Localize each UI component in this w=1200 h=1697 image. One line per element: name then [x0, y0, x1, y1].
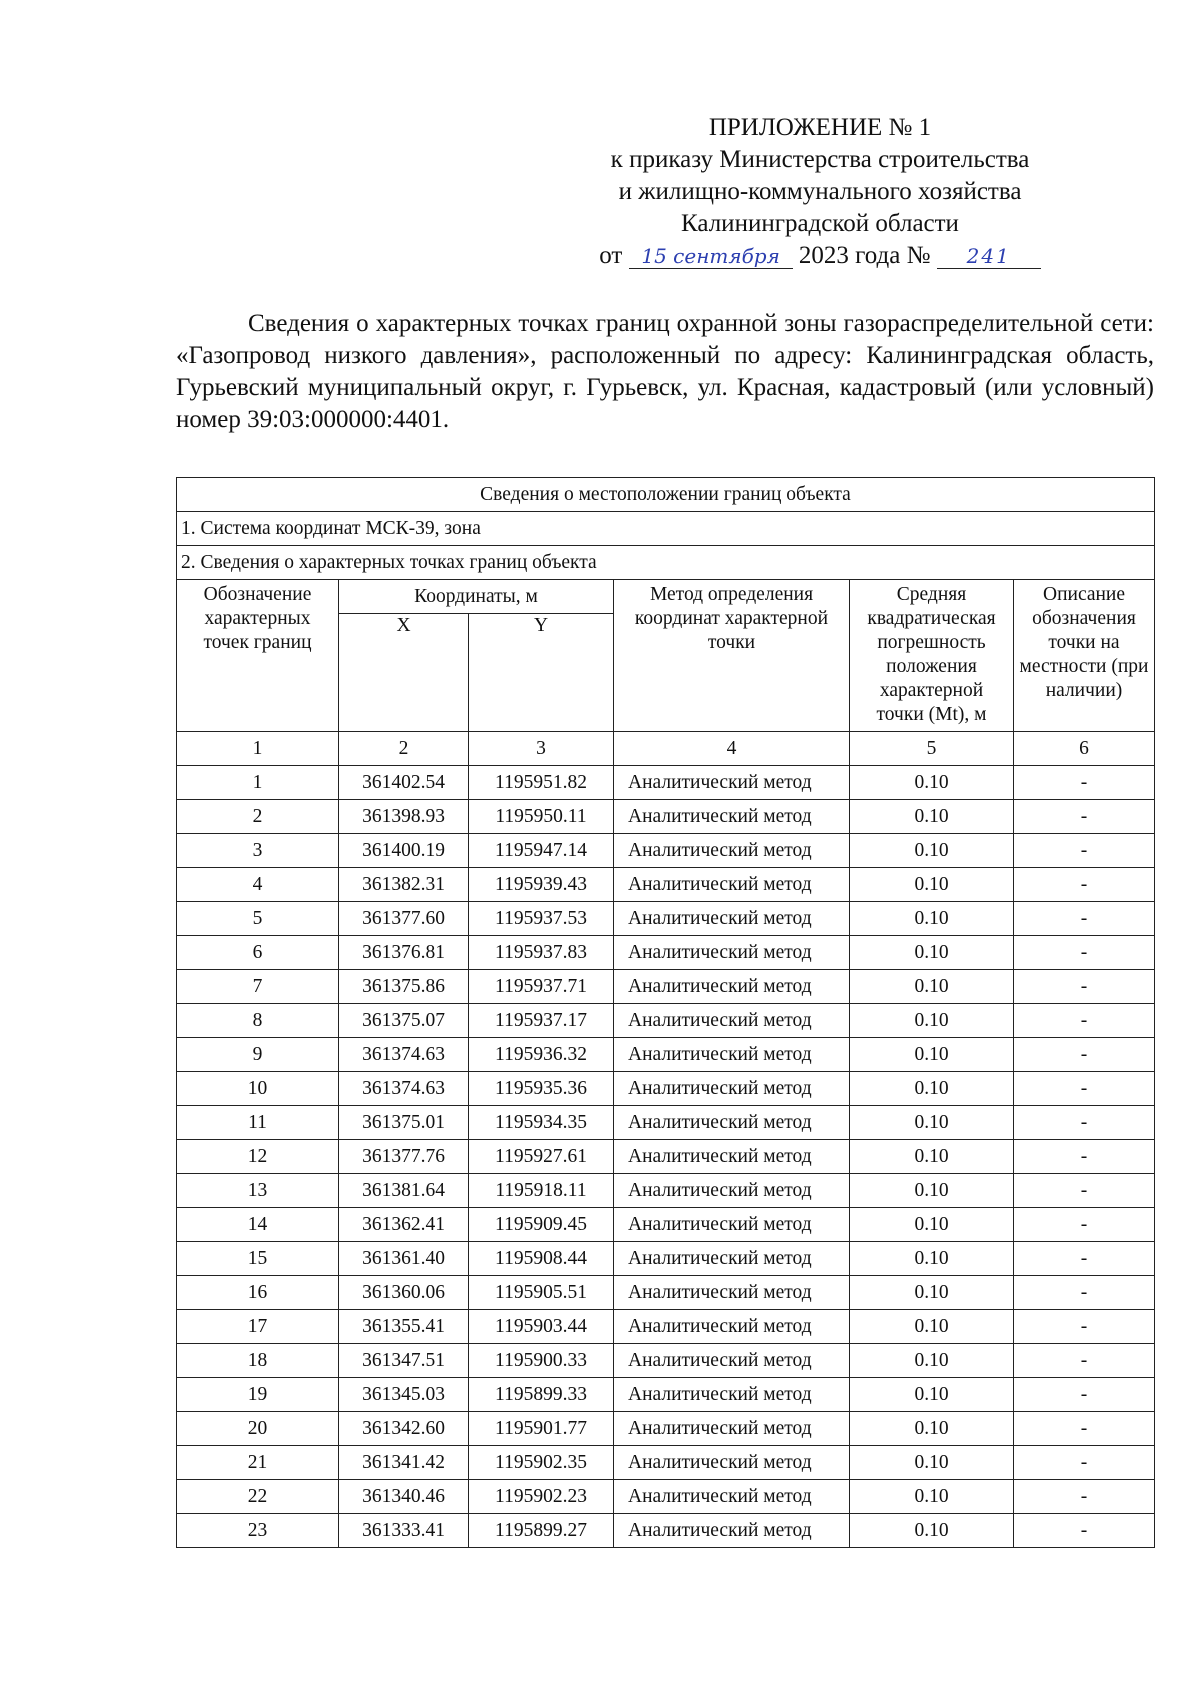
x-coordinate-cell: 361362.41	[339, 1208, 469, 1242]
appendix-header	[560, 112, 1080, 272]
table-row	[177, 902, 1155, 936]
method-cell: Аналитический метод	[614, 1378, 850, 1412]
error-cell: 0.10	[850, 1242, 1014, 1276]
header-point-designation: Обозначение характерных точек границ	[177, 580, 339, 732]
method-cell: Аналитический метод	[614, 1276, 850, 1310]
method-cell: Аналитический метод	[614, 1072, 850, 1106]
error-cell: 0.10	[850, 902, 1014, 936]
error-cell: 0.10	[850, 834, 1014, 868]
point-number-cell: 4	[177, 868, 339, 902]
method-cell: Аналитический метод	[614, 1174, 850, 1208]
handwritten-date: 15 сентября	[629, 244, 793, 269]
point-number-cell: 3	[177, 834, 339, 868]
y-coordinate-cell: 1195934.35	[469, 1106, 614, 1140]
table-row	[177, 868, 1155, 902]
description-cell: -	[1014, 1140, 1155, 1174]
table-row	[177, 936, 1155, 970]
y-coordinate-cell: 1195909.45	[469, 1208, 614, 1242]
description-cell: -	[1014, 1310, 1155, 1344]
order-prefix: от	[599, 242, 623, 269]
x-coordinate-cell: 361375.01	[339, 1106, 469, 1140]
table-row	[177, 1072, 1155, 1106]
x-coordinate-cell: 361381.64	[339, 1174, 469, 1208]
column-number-row	[177, 732, 1155, 766]
method-cell: Аналитический метод	[614, 800, 850, 834]
error-cell: 0.10	[850, 868, 1014, 902]
description-cell: -	[1014, 1038, 1155, 1072]
point-number-cell: 20	[177, 1412, 339, 1446]
description-cell: -	[1014, 1412, 1155, 1446]
method-cell: Аналитический метод	[614, 766, 850, 800]
description-cell: -	[1014, 1446, 1155, 1480]
header-y: Y	[469, 614, 614, 732]
point-number-cell: 10	[177, 1072, 339, 1106]
error-cell: 0.10	[850, 1412, 1014, 1446]
y-coordinate-cell: 1195899.33	[469, 1378, 614, 1412]
ministry-line: и жилищно-коммунального хозяйства	[618, 178, 1022, 205]
table-row	[177, 1480, 1155, 1514]
x-coordinate-cell: 361345.03	[339, 1378, 469, 1412]
region-line: Калининградской области	[681, 210, 959, 237]
point-number-cell: 5	[177, 902, 339, 936]
column-number: 6	[1014, 732, 1155, 766]
table-row	[177, 1174, 1155, 1208]
point-number-cell: 1	[177, 766, 339, 800]
section-heading: 2. Сведения о характерных точках границ объекта	[177, 546, 1155, 580]
method-cell: Аналитический метод	[614, 1242, 850, 1276]
x-coordinate-cell: 361375.07	[339, 1004, 469, 1038]
handwritten-order-number: 241	[937, 244, 1041, 269]
point-number-cell: 22	[177, 1480, 339, 1514]
y-coordinate-cell: 1195947.14	[469, 834, 614, 868]
error-cell: 0.10	[850, 1310, 1014, 1344]
point-number-cell: 2	[177, 800, 339, 834]
description-cell: -	[1014, 1106, 1155, 1140]
error-cell: 0.10	[850, 1208, 1014, 1242]
method-cell: Аналитический метод	[614, 1310, 850, 1344]
error-cell: 0.10	[850, 1004, 1014, 1038]
x-coordinate-cell: 361355.41	[339, 1310, 469, 1344]
y-coordinate-cell: 1195937.53	[469, 902, 614, 936]
description-cell: -	[1014, 1514, 1155, 1548]
method-cell: Аналитический метод	[614, 902, 850, 936]
table-title-row	[177, 478, 1155, 512]
header-method: Метод определения координат характерной точки	[614, 580, 850, 732]
point-number-cell: 11	[177, 1106, 339, 1140]
x-coordinate-cell: 361377.60	[339, 902, 469, 936]
table-row	[177, 834, 1155, 868]
point-number-cell: 6	[177, 936, 339, 970]
description-cell: -	[1014, 800, 1155, 834]
table-row	[177, 1106, 1155, 1140]
error-cell: 0.10	[850, 800, 1014, 834]
coordinate-system-row	[177, 512, 1155, 546]
error-cell: 0.10	[850, 1480, 1014, 1514]
point-number-cell: 19	[177, 1378, 339, 1412]
x-coordinate-cell: 361347.51	[339, 1344, 469, 1378]
y-coordinate-cell: 1195936.32	[469, 1038, 614, 1072]
y-coordinate-cell: 1195951.82	[469, 766, 614, 800]
column-header-row	[177, 580, 1155, 614]
table-row	[177, 766, 1155, 800]
x-coordinate-cell: 361374.63	[339, 1038, 469, 1072]
y-coordinate-cell: 1195901.77	[469, 1412, 614, 1446]
table-row	[177, 970, 1155, 1004]
method-cell: Аналитический метод	[614, 1140, 850, 1174]
table-row	[177, 1514, 1155, 1548]
x-coordinate-cell: 361341.42	[339, 1446, 469, 1480]
description-cell: -	[1014, 766, 1155, 800]
point-number-cell: 17	[177, 1310, 339, 1344]
table-row	[177, 1208, 1155, 1242]
header-point-description: Описание обозначения точки на местности (при наличии)	[1014, 580, 1155, 732]
description-cell: -	[1014, 1208, 1155, 1242]
method-cell: Аналитический метод	[614, 868, 850, 902]
description-cell: -	[1014, 1174, 1155, 1208]
point-number-cell: 9	[177, 1038, 339, 1072]
method-cell: Аналитический метод	[614, 1412, 850, 1446]
error-cell: 0.10	[850, 1174, 1014, 1208]
x-coordinate-cell: 361400.19	[339, 834, 469, 868]
error-cell: 0.10	[850, 1446, 1014, 1480]
method-cell: Аналитический метод	[614, 1480, 850, 1514]
description-cell: -	[1014, 1276, 1155, 1310]
point-number-cell: 13	[177, 1174, 339, 1208]
error-cell: 0.10	[850, 766, 1014, 800]
table-row	[177, 1038, 1155, 1072]
table-row	[177, 1446, 1155, 1480]
method-cell: Аналитический метод	[614, 970, 850, 1004]
x-coordinate-cell: 361360.06	[339, 1276, 469, 1310]
section-heading-row	[177, 546, 1155, 580]
point-number-cell: 15	[177, 1242, 339, 1276]
header-coordinates: Координаты, м	[339, 580, 614, 614]
x-coordinate-cell: 361375.86	[339, 970, 469, 1004]
table-row	[177, 1310, 1155, 1344]
table-row	[177, 1242, 1155, 1276]
y-coordinate-cell: 1195908.44	[469, 1242, 614, 1276]
error-cell: 0.10	[850, 1106, 1014, 1140]
error-cell: 0.10	[850, 1140, 1014, 1174]
y-coordinate-cell: 1195902.23	[469, 1480, 614, 1514]
point-number-cell: 8	[177, 1004, 339, 1038]
x-coordinate-cell: 361342.60	[339, 1412, 469, 1446]
table-title: Сведения о местоположении границ объекта	[177, 478, 1155, 512]
description-cell: -	[1014, 936, 1155, 970]
x-coordinate-cell: 361377.76	[339, 1140, 469, 1174]
x-coordinate-cell: 361382.31	[339, 868, 469, 902]
y-coordinate-cell: 1195899.27	[469, 1514, 614, 1548]
x-coordinate-cell: 361398.93	[339, 800, 469, 834]
description-cell: -	[1014, 1344, 1155, 1378]
intro-paragraph-block	[176, 308, 1154, 436]
y-coordinate-cell: 1195918.11	[469, 1174, 614, 1208]
method-cell: Аналитический метод	[614, 1004, 850, 1038]
column-number: 3	[469, 732, 614, 766]
column-number: 4	[614, 732, 850, 766]
error-cell: 0.10	[850, 1276, 1014, 1310]
description-cell: -	[1014, 1242, 1155, 1276]
y-coordinate-cell: 1195902.35	[469, 1446, 614, 1480]
point-number-cell: 23	[177, 1514, 339, 1548]
table-row	[177, 1140, 1155, 1174]
order-date-number-line	[560, 240, 1080, 272]
point-number-cell: 12	[177, 1140, 339, 1174]
error-cell: 0.10	[850, 1344, 1014, 1378]
y-coordinate-cell: 1195903.44	[469, 1310, 614, 1344]
point-number-cell: 21	[177, 1446, 339, 1480]
method-cell: Аналитический метод	[614, 1208, 850, 1242]
y-coordinate-cell: 1195937.83	[469, 936, 614, 970]
x-coordinate-cell: 361374.63	[339, 1072, 469, 1106]
method-cell: Аналитический метод	[614, 1038, 850, 1072]
y-coordinate-cell: 1195900.33	[469, 1344, 614, 1378]
description-cell: -	[1014, 1378, 1155, 1412]
x-coordinate-cell: 361361.40	[339, 1242, 469, 1276]
y-coordinate-cell: 1195950.11	[469, 800, 614, 834]
y-coordinate-cell: 1195937.17	[469, 1004, 614, 1038]
error-cell: 0.10	[850, 970, 1014, 1004]
description-cell: -	[1014, 1480, 1155, 1514]
column-number: 2	[339, 732, 469, 766]
method-cell: Аналитический метод	[614, 1514, 850, 1548]
point-number-cell: 14	[177, 1208, 339, 1242]
coordinate-system-label: 1. Система координат МСК-39, зона	[177, 512, 1155, 546]
error-cell: 0.10	[850, 1072, 1014, 1106]
description-cell: -	[1014, 868, 1155, 902]
method-cell: Аналитический метод	[614, 834, 850, 868]
header-x: X	[339, 614, 469, 732]
x-coordinate-cell: 361333.41	[339, 1514, 469, 1548]
x-coordinate-cell: 361340.46	[339, 1480, 469, 1514]
method-cell: Аналитический метод	[614, 936, 850, 970]
table-row	[177, 1004, 1155, 1038]
table-row	[177, 1276, 1155, 1310]
order-year-label: 2023 года №	[798, 242, 931, 269]
point-number-cell: 7	[177, 970, 339, 1004]
appendix-title: ПРИЛОЖЕНИЕ № 1	[708, 114, 932, 141]
description-cell: -	[1014, 1072, 1155, 1106]
intro-paragraph: Сведения о характерных точках границ охранной зоны газораспределительной сети: «Газопровод низкого давления», расположенный по адресу: Калининградская область, Гурьевский муниципальный округ, г. Гурьевск, ул. Красная, кадастровый (или условный) номер 39:03:000000:4401.	[176, 310, 1154, 433]
error-cell: 0.10	[850, 1038, 1014, 1072]
table-row	[177, 800, 1155, 834]
method-cell: Аналитический метод	[614, 1106, 850, 1140]
table-row	[177, 1378, 1155, 1412]
table-row	[177, 1344, 1155, 1378]
error-cell: 0.10	[850, 936, 1014, 970]
column-number: 1	[177, 732, 339, 766]
point-number-cell: 16	[177, 1276, 339, 1310]
y-coordinate-cell: 1195927.61	[469, 1140, 614, 1174]
error-cell: 0.10	[850, 1514, 1014, 1548]
boundary-points-table	[176, 477, 1155, 1548]
description-cell: -	[1014, 834, 1155, 868]
header-mean-square-error: Средняя квадратическая погрешность положения характерной точки (Mt), м	[850, 580, 1014, 732]
description-cell: -	[1014, 1004, 1155, 1038]
x-coordinate-cell: 361402.54	[339, 766, 469, 800]
description-cell: -	[1014, 902, 1155, 936]
y-coordinate-cell: 1195939.43	[469, 868, 614, 902]
y-coordinate-cell: 1195935.36	[469, 1072, 614, 1106]
y-coordinate-cell: 1195937.71	[469, 970, 614, 1004]
table-row	[177, 1412, 1155, 1446]
x-coordinate-cell: 361376.81	[339, 936, 469, 970]
description-cell: -	[1014, 970, 1155, 1004]
column-number: 5	[850, 732, 1014, 766]
y-coordinate-cell: 1195905.51	[469, 1276, 614, 1310]
method-cell: Аналитический метод	[614, 1446, 850, 1480]
error-cell: 0.10	[850, 1378, 1014, 1412]
point-number-cell: 18	[177, 1344, 339, 1378]
method-cell: Аналитический метод	[614, 1344, 850, 1378]
order-reference-line: к приказу Министерства строительства	[610, 146, 1030, 173]
